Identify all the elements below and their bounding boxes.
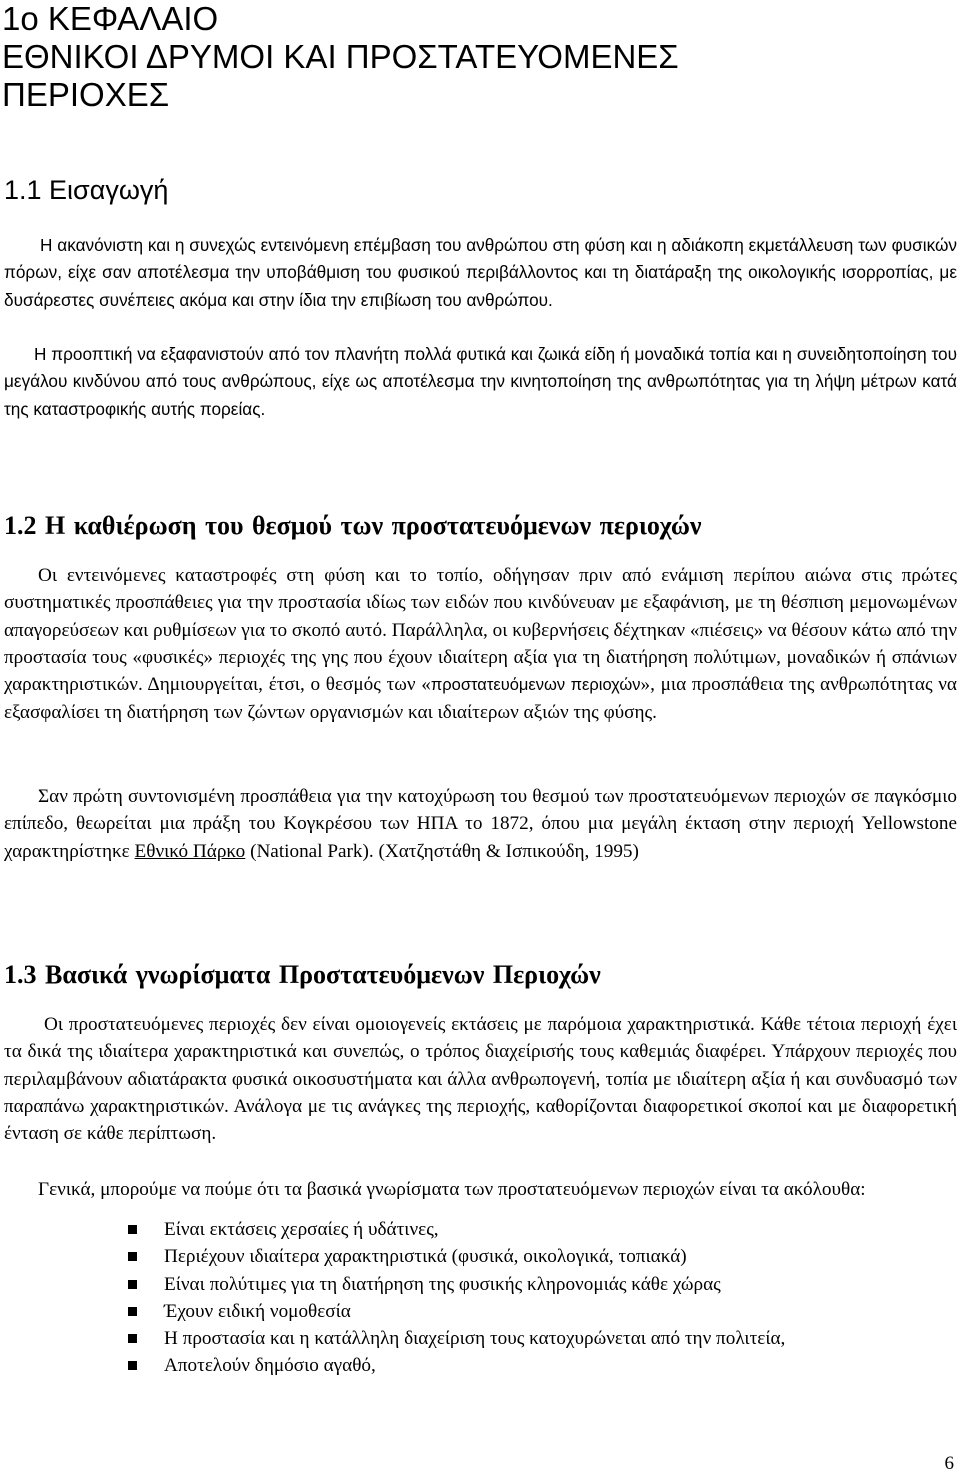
paragraph: [4, 783, 957, 865]
chapter-title-line: ΕΘΝΙΚΟΙ ΔΡΥΜΟΙ ΚΑΙ ΠΡΟΣΤΑΤΕΥΟΜΕΝΕΣ: [2, 38, 679, 75]
paragraph-text: », μια προσπάθεια της ανθρωπότητας να εξασφαλίσει τη διατήρηση των ζώντων οργανισμών και ιδιαίτερων αξιών της φύσης.: [4, 674, 957, 724]
list-item: Είναι πολύτιμες για τη διατήρηση της φυσικής κληρονομιάς κάθε χώρας: [128, 1271, 958, 1298]
protected-areas-term: προστατευόμενων περιοχών: [430, 676, 641, 695]
national-park-link[interactable]: Εθνικό Πάρκο: [134, 840, 246, 862]
square-bullet-icon: [128, 1307, 137, 1316]
chapter-title-line: ΠΕΡΙΟΧΕΣ: [2, 76, 170, 113]
chapter-number: 1ο ΚΕΦΑΛΑΙΟ: [2, 0, 219, 37]
paragraph: Η προοπτική να εξαφανιστούν από τον πλανήτη πολλά φυτικά και ζωικά είδη ή μοναδικά τοπία και η συνειδητοποίηση του μεγάλου κινδύνου από τους ανθρώπους, είχε ως αποτέλεσμα την κινητοποίηση της ανθρωπότητας για τη λήψη μέτρων κατά της καταστροφικής αυτής πορείας.: [4, 344, 957, 419]
paragraph-text: (National Park). (Χατζηστάθη & Ισπικούδη, 1995): [245, 840, 639, 862]
square-bullet-icon: [128, 1361, 137, 1370]
section-heading-basic-features: 1.3 Βασικά γνωρίσματα Προστατευόμενων Περιοχών: [4, 960, 601, 989]
paragraph: [4, 562, 957, 727]
features-list: [128, 1216, 958, 1380]
section-heading-intro: 1.1 Εισαγωγή: [4, 175, 169, 205]
paragraph-text: Σαν πρώτη συντονισμένη προσπάθεια για την κατοχύρωση του θεσμού των προστατευόμενων περιοχών σε παγκόσμιο επίπεδο, θεωρείται μια πράξη του Κογκρέσου των ΗΠΑ το 1872, όπου μια μεγάλη έκταση στην περιοχή Yellowstone χαρακτηρίστηκε: [4, 786, 957, 862]
square-bullet-icon: [128, 1334, 137, 1343]
chapter-title: [2, 0, 679, 114]
paragraph: Η ακανόνιστη και η συνεχώς εντεινόμενη επέμβαση του ανθρώπου στη φύση και η αδιάκοπη εκμετάλλευση των φυσικών πόρων, είχε σαν αποτέλεσμα την υποβάθμιση του φυσικού περιβάλλοντος και τη διατάραξη της οικολογικής ισορροπίας, με δυσάρεστες συνέπειες ακόμα και στην ίδια την επιβίωση του ανθρώπου.: [4, 235, 957, 310]
square-bullet-icon: [128, 1252, 137, 1261]
section-heading-protected-areas-institution: 1.2 Η καθιέρωση του θεσμού των προστατευόμενων περιοχών: [4, 511, 702, 540]
paragraph: Γενικά, μπορούμε να πούμε ότι τα βασικά γνωρίσματα των προστατευόμενων περιοχών είναι τα ακόλουθα:: [38, 1179, 866, 1200]
list-item: Είναι εκτάσεις χερσαίες ή υδάτινες,: [128, 1216, 958, 1243]
page-number: 6: [944, 1453, 954, 1474]
square-bullet-icon: [128, 1280, 137, 1289]
paragraph-text: Οι εντεινόμενες καταστροφές στη φύση και το τοπίο, οδήγησαν πριν από ενάμιση περίπου αιώνα στις πρώτες συστηματικές προσπάθειες για την προστασία ιδίως των ειδών που κινδύνευαν με εξαφάνιση, με τη θέσπιση μεμονωμένων απαγορεύσεων και ρυθμίσεων για το σκοπό αυτό. Παράλληλα, οι κυβερνήσεις δέχτηκαν «πιέσεις» να θέσουν κάτω από την προστασία τους «φυσικές» περιοχές της γης που έχουν ιδιαίτερη αξία για τη διατήρηση πολύτιμων, μοναδικών ή σπάνιων χαρακτηριστικών. Δημιουργείται, έτσι, ο θεσμός των «: [4, 565, 957, 696]
list-item: Η προστασία και η κατάλληλη διαχείριση τους κατοχυρώνεται από την πολιτεία,: [128, 1325, 958, 1352]
square-bullet-icon: [128, 1225, 137, 1234]
list-item: Αποτελούν δημόσιο αγαθό,: [128, 1352, 958, 1379]
list-item: Έχουν ειδική νομοθεσία: [128, 1298, 958, 1325]
paragraph: Οι προστατευόμενες περιοχές δεν είναι ομοιογενείς εκτάσεις με παρόμοια χαρακτηριστικά. Κάθε τέτοια περιοχή έχει τα δικά της ιδιαίτερα χαρακτηριστικά και συνεπώς, ο τρόπος διαχείρισής τους καθεμιάς διαφέρει. Υπάρχουν περιοχές που περιλαμβάνουν αδιατάρακτα φυσικά οικοσυστήματα και άλλα ανθρωπογενή, τοπία με ιδιαίτερη αξία ή και συνδυασμό των παραπάνω χαρακτηριστικών. Ανάλογα με τις ανάγκες της περιοχής, καθορίζονται διαφορετικοί σκοποί και με διαφορετική ένταση σε κάθε περίπτωση.: [4, 1014, 957, 1145]
list-item: Περιέχουν ιδιαίτερα χαρακτηριστικά (φυσικά, οικολογικά, τοπιακά): [128, 1243, 958, 1270]
